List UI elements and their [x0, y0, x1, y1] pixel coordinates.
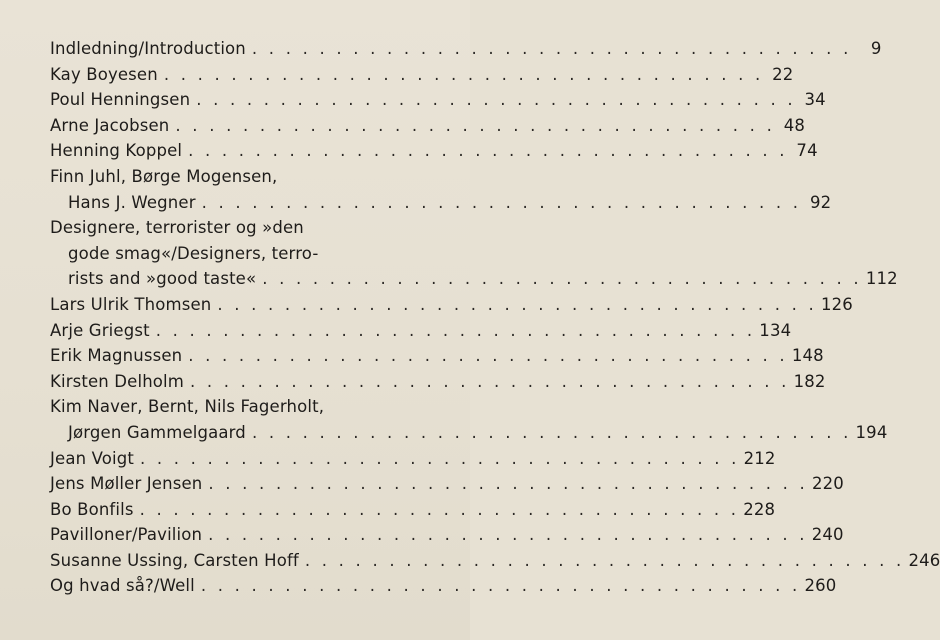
toc-page-number: 48 [783, 115, 806, 135]
table-of-contents [50, 36, 940, 599]
toc-entry [50, 318, 792, 344]
toc-page-number: 9 [870, 39, 882, 58]
toc-entry [50, 497, 776, 523]
toc-entry-title: Finn Juhl, Børge Mogensen, [50, 166, 278, 186]
toc-entry-line [50, 369, 826, 395]
toc-entry-title: Kay Boyesen [50, 64, 158, 84]
toc-entry-line [50, 318, 792, 344]
toc-entry [50, 446, 776, 472]
toc-page-number: 246 [908, 550, 940, 570]
toc-entry-title: Jean Voigt [50, 448, 134, 468]
toc-entry-line [50, 573, 837, 599]
dot-leader: . . . . . . . . . . . . . . . . . . . . . . . . . . . . . . . . . . . . [175, 115, 776, 135]
toc-entry-title: Jens Møller Jensen [50, 474, 203, 494]
toc-entry-line [50, 471, 844, 497]
toc-entry-title: Poul Henningsen [50, 90, 191, 110]
dot-leader: . . . . . . . . . . . . . . . . . . . . . . . . . . . . . . . . . . . . [188, 141, 788, 161]
toc-entry-line [50, 292, 853, 318]
toc-page-number: 212 [743, 448, 776, 468]
dot-leader: . . . . . . . . . . . . . . . . . . . . . . . . . . . . . . . . . . . . [200, 576, 801, 596]
toc-entry-title: Kirsten Delholm [50, 371, 185, 391]
toc-entry [50, 87, 826, 113]
toc-entry [50, 548, 940, 574]
toc-entry-line [50, 215, 416, 241]
toc-entry-line [50, 446, 776, 472]
toc-entry-line [50, 497, 776, 523]
toc-entry-line [50, 138, 818, 164]
toc-entry-line [50, 164, 416, 190]
toc-entry-title: Henning Koppel [50, 141, 183, 161]
toc-entry-line [50, 420, 888, 446]
toc-page-number: 34 [804, 90, 826, 110]
toc-entry [50, 292, 853, 318]
toc-page-number: 134 [759, 320, 792, 340]
toc-entry-title: Lars Ulrik Thomsen [50, 294, 212, 314]
toc-entry [50, 164, 832, 215]
dot-leader: . . . . . . . . . . . . . . . . . . . . . . . . . . . . . . . . . . . . [201, 192, 802, 212]
toc-entry-title: Erik Magnussen [50, 346, 183, 366]
toc-entry-title: Hans J. Wegner [68, 192, 196, 212]
dot-leader: . . . . . . . . . . . . . . . . . . . . . . . . . . . . . . . . . . . . [262, 269, 862, 289]
toc-entry-line [50, 548, 940, 574]
toc-entry-title: Jørgen Gammelgaard [68, 422, 246, 442]
toc-entry-line [50, 266, 898, 292]
toc-entry-title: gode smag«/Designers, terro- [68, 243, 319, 263]
toc-entry-line [50, 522, 844, 548]
dot-leader: . . . . . . . . . . . . . . . . . . . . . . . . . . . . . . . . . . . . [208, 525, 808, 545]
toc-entry [50, 369, 826, 395]
toc-page-number: 240 [811, 525, 844, 545]
toc-entry-line [50, 36, 882, 62]
toc-entry [50, 471, 844, 497]
toc-entry-title: Pavilloner/Pavilion [50, 525, 203, 545]
toc-page-number: 228 [743, 499, 776, 519]
toc-page-number: 126 [820, 294, 853, 314]
toc-entry [50, 343, 824, 369]
toc-page-number: 260 [804, 576, 837, 596]
toc-page-number: 22 [772, 64, 794, 84]
dot-leader: . . . . . . . . . . . . . . . . . . . . . . . . . . . . . . . . . . . . [251, 422, 852, 442]
toc-page-number: 74 [796, 141, 818, 161]
toc-page-number: 148 [791, 346, 824, 366]
toc-page-number: 220 [811, 474, 844, 494]
toc-entry [50, 138, 818, 164]
toc-entry-title: Kim Naver, Bernt, Nils Fagerholt, [50, 397, 325, 417]
toc-entry [50, 394, 888, 445]
toc-entry-line [50, 62, 794, 88]
dot-leader: . . . . . . . . . . . . . . . . . . . . . . . . . . . . . . . . . . . . [139, 448, 740, 468]
toc-page-number: 194 [855, 422, 888, 442]
dot-leader: . . . . . . . . . . . . . . . . . . . . . . . . . . . . . . . . . . . . [190, 371, 790, 391]
toc-page-number: 112 [865, 269, 898, 289]
dot-leader: . . . . . . . . . . . . . . . . . . . . . . . . . . . . . . . . . . . . [196, 90, 796, 110]
toc-entry-title: Susanne Ussing, Carsten Hoff [50, 550, 299, 570]
toc-entry-title: rists and »good taste« [68, 269, 257, 289]
dot-leader: . . . . . . . . . . . . . . . . . . . . . . . . . . . . . . . . . . . . [155, 320, 756, 340]
toc-entry-title: Designere, terrorister og »den [50, 218, 304, 238]
toc-entry-line [50, 241, 416, 267]
toc-entry-title: Indledning/Introduction [50, 39, 246, 58]
toc-entry-line [50, 394, 416, 420]
toc-entry-title: Bo Bonfils [50, 499, 134, 519]
dot-leader: . . . . . . . . . . . . . . . . . . . . . . . . . . . . . . . . . . . . [208, 474, 808, 494]
toc-entry-title: Arje Griegst [50, 320, 150, 340]
toc-entry [50, 62, 794, 88]
toc-entry-line [50, 113, 806, 139]
dot-leader: . . . . . . . . . . . . . . . . . . . . . . . . . . . . . . . . . . . . [163, 64, 764, 84]
toc-page-number: 182 [793, 371, 826, 391]
dot-leader: . . . . . . . . . . . . . . . . . . . . . . . . . . . . . . . . . . . . [251, 39, 852, 58]
toc-entry-line [50, 343, 824, 369]
toc-entry-line [50, 190, 832, 216]
dot-leader: . . . . . . . . . . . . . . . . . . . . . . . . . . . . . . . . . . . . [139, 499, 740, 519]
toc-entry [50, 573, 837, 599]
dot-leader: . . . . . . . . . . . . . . . . . . . . . . . . . . . . . . . . . . . . [304, 550, 905, 570]
toc-entry [50, 113, 806, 139]
toc-entry [50, 522, 844, 548]
toc-entry [50, 36, 882, 62]
toc-page-number: 92 [809, 192, 832, 212]
toc-entry-title: Og hvad så?/Well [50, 576, 195, 596]
toc-entry [50, 215, 898, 292]
toc-entry-title: Arne Jacobsen [50, 115, 170, 135]
dot-leader: . . . . . . . . . . . . . . . . . . . . . . . . . . . . . . . . . . . . [217, 294, 817, 314]
dot-leader: . . . . . . . . . . . . . . . . . . . . . . . . . . . . . . . . . . . . [188, 346, 788, 366]
toc-entry-line [50, 87, 826, 113]
